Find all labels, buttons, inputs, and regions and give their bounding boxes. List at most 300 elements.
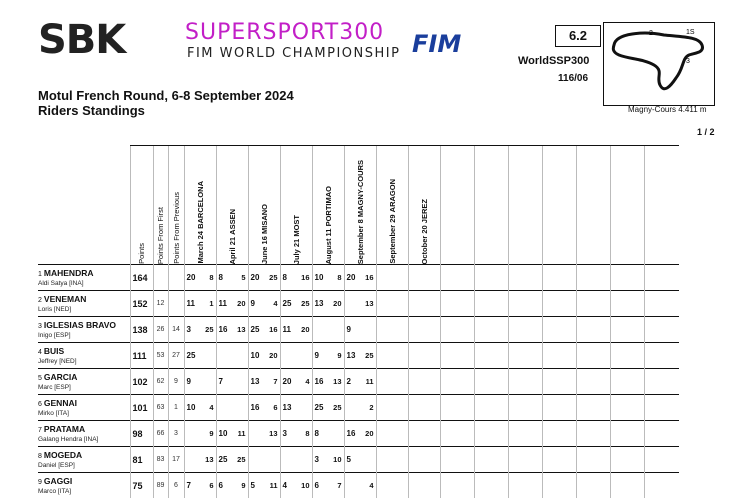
rider-position: 5: [38, 375, 42, 382]
track-map: [603, 22, 715, 106]
round-header: June 16 MISANO: [248, 146, 280, 265]
rider-cell: [38, 395, 130, 421]
empty-cell: [610, 343, 644, 369]
empty-cell: [440, 421, 474, 447]
empty-cell: [610, 447, 644, 473]
race1-points: 16: [315, 377, 324, 386]
table-row: [38, 473, 679, 498]
race2-points: 5: [241, 273, 245, 282]
round-result: [408, 473, 440, 498]
empty-cell: [542, 317, 576, 343]
track-turn-label: 1S: [686, 29, 695, 36]
points-from-previous-header: Points From Previous: [168, 146, 184, 265]
rider-firstname: Jeffrey [NED]: [38, 358, 130, 365]
page-indicator: 1 / 2: [697, 127, 715, 137]
empty-cell: [474, 421, 508, 447]
points-from-first-header: Points From First: [153, 146, 168, 265]
points-from-first: 62: [153, 369, 168, 395]
race1-points: 16: [347, 429, 356, 438]
race2-points: 7: [273, 377, 277, 386]
round-result: [184, 421, 216, 447]
empty-cell: [610, 395, 644, 421]
rider-column-header: [38, 146, 130, 265]
standings-table: [38, 145, 717, 498]
rider-points: 98: [130, 421, 153, 447]
empty-header: [542, 146, 576, 265]
round-result: [216, 343, 248, 369]
race2-points: 16: [269, 325, 277, 334]
rider-points: 102: [130, 369, 153, 395]
empty-cell: [644, 421, 679, 447]
race2-points: 9: [209, 429, 213, 438]
round-result: [248, 421, 280, 447]
race2-points: 20: [365, 429, 373, 438]
empty-header: [576, 146, 610, 265]
round-result: [216, 265, 248, 291]
points-from-first: [153, 265, 168, 291]
race2-points: 13: [333, 377, 341, 386]
rider-surname: IGLESIAS BRAVO: [44, 320, 116, 330]
points-from-first: 66: [153, 421, 168, 447]
rider-cell: [38, 343, 130, 369]
round-result: [248, 447, 280, 473]
points-from-previous: [168, 291, 184, 317]
round-result: [312, 395, 344, 421]
round-result: [408, 369, 440, 395]
rider-cell: [38, 369, 130, 395]
empty-cell: [508, 447, 542, 473]
race1-points: 9: [251, 299, 255, 308]
empty-cell: [610, 369, 644, 395]
points-from-previous: [168, 265, 184, 291]
empty-cell: [610, 265, 644, 291]
race2-points: 10: [301, 481, 309, 490]
race1-points: 20: [347, 273, 356, 282]
race2-points: 25: [301, 299, 309, 308]
round-result: [344, 343, 376, 369]
round-result: [248, 395, 280, 421]
empty-cell: [542, 421, 576, 447]
race2-points: 4: [273, 299, 277, 308]
round-header: July 21 MOST: [280, 146, 312, 265]
race1-points: 2: [347, 377, 351, 386]
race1-points: 9: [187, 377, 191, 386]
empty-cell: [474, 473, 508, 498]
table-row: [38, 291, 679, 317]
race2-points: 6: [209, 481, 213, 490]
round-result: [216, 473, 248, 498]
round-result: [216, 291, 248, 317]
round-result: [184, 343, 216, 369]
race2-points: 6: [273, 403, 277, 412]
empty-cell: [440, 395, 474, 421]
table-row: [38, 421, 679, 447]
race1-points: 6: [219, 481, 223, 490]
race1-points: 8: [219, 273, 223, 282]
rider-cell: [38, 291, 130, 317]
race1-points: 20: [283, 377, 292, 386]
round-result: [408, 317, 440, 343]
race1-points: 16: [251, 403, 260, 412]
race2-points: 20: [301, 325, 309, 334]
empty-cell: [610, 473, 644, 498]
rider-surname: GENNAI: [44, 398, 77, 408]
round-result: [312, 447, 344, 473]
round-header: September 8 MAGNY-COURS: [344, 146, 376, 265]
points-from-previous: 17: [168, 447, 184, 473]
empty-header: [508, 146, 542, 265]
round-result: [376, 291, 408, 317]
empty-cell: [610, 317, 644, 343]
empty-cell: [644, 265, 679, 291]
race2-points: 2: [369, 403, 373, 412]
empty-cell: [644, 317, 679, 343]
round-result: [216, 317, 248, 343]
rider-surname: VENEMAN: [44, 294, 87, 304]
race1-points: 9: [347, 325, 351, 334]
round-result: [216, 447, 248, 473]
round-header: March 24 BARCELONA: [184, 146, 216, 265]
race2-points: 1: [209, 299, 213, 308]
round-result: [184, 317, 216, 343]
empty-cell: [474, 265, 508, 291]
empty-cell: [610, 421, 644, 447]
empty-cell: [508, 421, 542, 447]
race2-points: 11: [270, 481, 278, 490]
round-result: [344, 265, 376, 291]
race1-points: 25: [187, 351, 196, 360]
points-from-previous: 3: [168, 421, 184, 447]
empty-cell: [542, 395, 576, 421]
empty-cell: [576, 343, 610, 369]
empty-cell: [474, 343, 508, 369]
rider-firstname: Marco [ITA]: [38, 488, 130, 495]
table-row: [38, 317, 679, 343]
race2-points: 7: [337, 481, 341, 490]
round-result: [312, 421, 344, 447]
track-turn-label: 3: [686, 58, 690, 65]
empty-cell: [542, 265, 576, 291]
round-result: [344, 473, 376, 498]
round-result: [408, 343, 440, 369]
empty-cell: [474, 317, 508, 343]
round-result: [344, 369, 376, 395]
round-result: [344, 421, 376, 447]
race1-points: 10: [187, 403, 196, 412]
rider-firstname: Loris [NED]: [38, 306, 130, 313]
round-result: [312, 473, 344, 498]
round-result: [184, 473, 216, 498]
empty-cell: [508, 395, 542, 421]
round-result: [376, 265, 408, 291]
empty-cell: [440, 291, 474, 317]
round-result: [376, 369, 408, 395]
rider-firstname: Inigo [ESP]: [38, 332, 130, 339]
rider-points: 138: [130, 317, 153, 343]
race2-points: 25: [205, 325, 213, 334]
race1-points: 13: [315, 299, 324, 308]
race1-points: 3: [283, 429, 287, 438]
series-name: SUPERSPORT300: [185, 20, 384, 45]
race2-points: 25: [365, 351, 373, 360]
empty-cell: [508, 343, 542, 369]
race1-points: 7: [219, 377, 223, 386]
round-result: [312, 343, 344, 369]
round-result: [216, 395, 248, 421]
race1-points: 25: [315, 403, 324, 412]
round-result: [248, 291, 280, 317]
race2-points: 13: [365, 299, 373, 308]
round-result: [184, 369, 216, 395]
points-from-first: 53: [153, 343, 168, 369]
empty-cell: [644, 291, 679, 317]
race1-points: 20: [251, 273, 260, 282]
round-result: [344, 317, 376, 343]
race2-points: 20: [333, 299, 341, 308]
empty-cell: [440, 369, 474, 395]
race1-points: 4: [283, 481, 287, 490]
rider-points: 81: [130, 447, 153, 473]
round-result: [184, 447, 216, 473]
rider-firstname: Mirko [ITA]: [38, 410, 130, 417]
points-from-first: 26: [153, 317, 168, 343]
track-layout-icon: [604, 23, 714, 105]
empty-header: [474, 146, 508, 265]
round-result: [376, 421, 408, 447]
points-from-previous: 6: [168, 473, 184, 498]
round-result: [248, 317, 280, 343]
empty-cell: [474, 447, 508, 473]
empty-cell: [474, 395, 508, 421]
rider-points: 152: [130, 291, 153, 317]
rider-firstname: Daniel [ESP]: [38, 462, 130, 469]
race1-points: 8: [315, 429, 319, 438]
race2-points: 8: [337, 273, 341, 282]
rider-points: 75: [130, 473, 153, 498]
round-header: September 29 ARAGON: [376, 146, 408, 265]
rider-cell: [38, 265, 130, 291]
race2-points: 4: [369, 481, 373, 490]
rider-cell: [38, 447, 130, 473]
race2-points: 10: [333, 455, 341, 464]
race1-points: 13: [283, 403, 292, 412]
points-from-previous: 9: [168, 369, 184, 395]
empty-header: [610, 146, 644, 265]
race2-points: 11: [366, 377, 374, 386]
empty-cell: [440, 447, 474, 473]
rider-firstname: Marc [ESP]: [38, 384, 130, 391]
race2-points: 16: [365, 273, 373, 282]
round-result: [280, 291, 312, 317]
race1-points: 10: [251, 351, 260, 360]
rider-surname: MAHENDRA: [44, 268, 94, 278]
empty-cell: [576, 473, 610, 498]
round-result: [312, 317, 344, 343]
rider-position: 8: [38, 453, 42, 460]
rider-surname: BUIS: [44, 346, 64, 356]
empty-cell: [440, 317, 474, 343]
empty-header: [644, 146, 679, 265]
race2-points: 16: [301, 273, 309, 282]
rider-cell: [38, 473, 130, 498]
race1-points: 11: [219, 299, 227, 308]
race2-points: 9: [241, 481, 245, 490]
round-result: [216, 421, 248, 447]
round-result: [312, 265, 344, 291]
empty-cell: [576, 291, 610, 317]
empty-header: [440, 146, 474, 265]
rider-position: 6: [38, 401, 42, 408]
rider-position: 4: [38, 349, 42, 356]
points-from-previous: 14: [168, 317, 184, 343]
empty-cell: [644, 473, 679, 498]
table-header-row: [38, 146, 679, 265]
race1-points: 10: [219, 429, 228, 438]
round-result: [280, 421, 312, 447]
empty-cell: [542, 473, 576, 498]
round-result: [248, 473, 280, 498]
round-result: [376, 317, 408, 343]
round-result: [280, 473, 312, 498]
race2-points: 20: [269, 351, 277, 360]
document-title: Riders Standings: [38, 103, 145, 118]
race1-points: 6: [315, 481, 319, 490]
race1-points: 3: [187, 325, 191, 334]
race1-points: 9: [315, 351, 319, 360]
race2-points: 4: [305, 377, 309, 386]
round-header: April 21 ASSEN: [216, 146, 248, 265]
rider-position: 1: [38, 271, 42, 278]
empty-cell: [508, 317, 542, 343]
rider-position: 7: [38, 427, 42, 434]
round-result: [344, 447, 376, 473]
rider-firstname: Galang Hendra [INA]: [38, 436, 130, 443]
empty-cell: [576, 395, 610, 421]
race1-points: 11: [283, 325, 291, 334]
points-from-first: 12: [153, 291, 168, 317]
race1-points: 7: [187, 481, 191, 490]
race2-points: 4: [209, 403, 213, 412]
points-from-first: 89: [153, 473, 168, 498]
rider-points: 111: [130, 343, 153, 369]
race2-points: 25: [237, 455, 245, 464]
empty-cell: [644, 447, 679, 473]
rider-cell: [38, 421, 130, 447]
round-result: [280, 343, 312, 369]
points-from-first: 63: [153, 395, 168, 421]
race1-points: 16: [219, 325, 228, 334]
empty-cell: [644, 369, 679, 395]
race1-points: 3: [315, 455, 319, 464]
empty-cell: [440, 265, 474, 291]
race2-points: 8: [209, 273, 213, 282]
empty-cell: [474, 291, 508, 317]
round-result: [408, 291, 440, 317]
sbk-logo: SBK: [38, 20, 125, 60]
round-result: [408, 447, 440, 473]
round-result: [408, 265, 440, 291]
rider-surname: PRATAMA: [44, 424, 85, 434]
empty-cell: [644, 395, 679, 421]
round-result: [312, 291, 344, 317]
points-from-first: 83: [153, 447, 168, 473]
empty-cell: [576, 447, 610, 473]
rider-surname: GARCIA: [44, 372, 78, 382]
points-from-previous: 1: [168, 395, 184, 421]
rider-cell: [38, 317, 130, 343]
empty-cell: [542, 291, 576, 317]
race1-points: 25: [283, 299, 292, 308]
race1-points: 11: [187, 299, 195, 308]
rider-surname: MOGEDA: [44, 450, 82, 460]
standings-grid: [38, 145, 679, 498]
round-result: [248, 369, 280, 395]
round-result: [184, 395, 216, 421]
round-result: [280, 265, 312, 291]
empty-cell: [508, 369, 542, 395]
race1-points: 10: [315, 273, 324, 282]
race1-points: 25: [251, 325, 260, 334]
race1-points: 8: [283, 273, 287, 282]
table-row: [38, 369, 679, 395]
track-turn-label: 2: [649, 30, 653, 37]
round-header: August 11 PORTIMAO: [312, 146, 344, 265]
race2-points: 13: [269, 429, 277, 438]
round-header: October 20 JEREZ: [408, 146, 440, 265]
championship-name: FIM WORLD CHAMPIONSHIP: [187, 46, 400, 61]
race2-points: 9: [337, 351, 341, 360]
race2-points: 11: [238, 429, 246, 438]
class-name: WorldSSP300: [518, 55, 589, 67]
round-result: [376, 447, 408, 473]
empty-cell: [576, 265, 610, 291]
race1-points: 25: [219, 455, 228, 464]
race2-points: 13: [205, 455, 213, 464]
empty-cell: [440, 343, 474, 369]
points-header: Points: [130, 146, 153, 265]
round-result: [280, 395, 312, 421]
round-result: [280, 317, 312, 343]
rider-position: 2: [38, 297, 42, 304]
race1-points: 13: [347, 351, 356, 360]
round-result: [184, 291, 216, 317]
empty-cell: [440, 473, 474, 498]
race1-points: 5: [347, 455, 351, 464]
table-row: [38, 265, 679, 291]
rider-surname: GAGGI: [44, 476, 72, 486]
empty-cell: [508, 291, 542, 317]
round-result: [184, 265, 216, 291]
round-result: [248, 265, 280, 291]
rider-points: 101: [130, 395, 153, 421]
race2-points: 25: [333, 403, 341, 412]
table-row: [38, 395, 679, 421]
rider-firstname: Aldi Satya [INA]: [38, 280, 130, 287]
empty-cell: [644, 343, 679, 369]
event-title: Motul French Round, 6-8 September 2024: [38, 88, 294, 103]
round-result: [376, 395, 408, 421]
round-result: [376, 473, 408, 498]
empty-cell: [542, 369, 576, 395]
round-result: [280, 447, 312, 473]
round-result: [344, 291, 376, 317]
empty-cell: [508, 265, 542, 291]
rider-position: 3: [38, 323, 42, 330]
round-result: [408, 421, 440, 447]
empty-cell: [542, 343, 576, 369]
round-result: [376, 343, 408, 369]
document-number: 6.2: [555, 25, 601, 47]
